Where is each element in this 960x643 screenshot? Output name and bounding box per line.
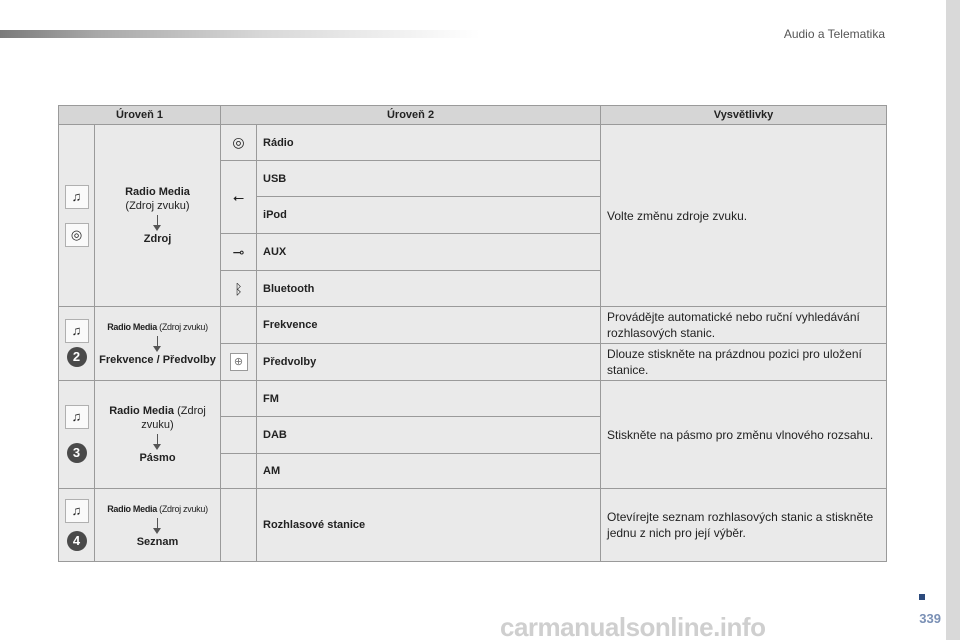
aux-icon-cell — [221, 234, 257, 271]
level2-frequency: Frekvence — [257, 307, 601, 344]
arrow-down-icon — [157, 336, 158, 350]
table-row — [59, 125, 887, 161]
menu-levels-table — [58, 105, 887, 562]
usb-icon-cell — [221, 161, 257, 234]
level1-target: Frekvence / Předvolby — [99, 354, 216, 366]
right-sidebar-strip — [946, 0, 960, 640]
arrow-down-icon — [157, 518, 158, 532]
explanation-source: Volte změnu zdroje zvuku. — [601, 125, 887, 307]
music-icon: ♫ — [65, 405, 89, 429]
preset-icon: ⊕ — [230, 353, 248, 371]
music-icon: ♫ — [65, 185, 89, 209]
step-badge: 3 — [67, 443, 87, 463]
level2-presets: Předvolby — [257, 344, 601, 381]
level1-subtitle: (Zdroj zvuku) — [159, 322, 208, 332]
column-header-level1: Úroveň 1 — [59, 106, 221, 125]
arrow-down-icon — [157, 215, 158, 229]
level1-target: Pásmo — [139, 452, 176, 464]
level2-am: AM — [257, 454, 601, 489]
level1-cell-group1 — [95, 125, 221, 307]
level1-subtitle: (Zdroj zvuku) — [141, 405, 206, 431]
column-header-level2: Úroveň 2 — [221, 106, 601, 125]
explanation-stations: Otevírejte seznam rozhlasových stanic a stiskněte jednu z nich pro její výběr. — [601, 489, 887, 562]
preset-icon-cell — [221, 344, 257, 381]
step-badge: 2 — [67, 347, 87, 367]
table-row — [59, 381, 887, 417]
table-row — [59, 307, 887, 344]
level2-ipod: iPod — [257, 197, 601, 234]
explanation-presets: Dlouze stiskněte na prázdnou pozici pro uložení stanice. — [601, 344, 887, 381]
level2-dab: DAB — [257, 417, 601, 454]
level1-target: Zdroj — [143, 233, 172, 245]
watermark-text: carmanualsonline.info — [500, 612, 766, 642]
side-icons-group2 — [59, 307, 95, 381]
radio-icon-cell — [221, 125, 257, 161]
level1-title: Radio Media — [125, 186, 190, 198]
arrow-down-icon — [157, 434, 158, 448]
radio-icon: ◎ — [65, 223, 89, 247]
level2-bluetooth: Bluetooth — [257, 271, 601, 307]
level2-stations: Rozhlasové stanice — [257, 489, 601, 562]
music-icon: ♫ — [65, 499, 89, 523]
music-icon: ♫ — [65, 319, 89, 343]
side-icons-group1 — [59, 125, 95, 307]
header-gradient-bar — [0, 30, 480, 38]
aux-icon: ⊸ — [232, 243, 245, 260]
level2-fm: FM — [257, 381, 601, 417]
page-number: 339 — [919, 611, 941, 626]
level2-aux: AUX — [257, 234, 601, 271]
empty-icon-cell — [221, 417, 257, 454]
level1-cell-group3 — [95, 381, 221, 489]
level1-subtitle: (Zdroj zvuku) — [125, 200, 190, 212]
table-header-row — [59, 106, 887, 125]
empty-icon-cell — [221, 454, 257, 489]
explanation-band: Stiskněte na pásmo pro změnu vlnového rozsahu. — [601, 381, 887, 489]
level1-title: Radio Media — [107, 503, 157, 514]
empty-icon-cell — [221, 381, 257, 417]
page-header-title: Audio a Telematika — [783, 27, 885, 41]
column-header-explanation: Vysvětlivky — [601, 106, 887, 125]
level1-title: Radio Media — [109, 405, 174, 417]
empty-icon-cell — [221, 307, 257, 344]
level1-cell-group4 — [95, 489, 221, 562]
level1-title: Radio Media — [107, 322, 157, 332]
explanation-frequency: Provádějte automatické nebo ruční vyhledávání rozhlasových stanic. — [601, 307, 887, 344]
bluetooth-icon: ᛒ — [234, 280, 243, 297]
step-badge: 4 — [67, 531, 87, 551]
empty-icon-cell — [221, 489, 257, 562]
table-row — [59, 489, 887, 562]
radio-icon: ◎ — [232, 134, 245, 150]
level1-target: Seznam — [136, 535, 179, 548]
bluetooth-icon-cell — [221, 271, 257, 307]
side-icons-group3 — [59, 381, 95, 489]
footer-marker — [919, 594, 925, 600]
level1-cell-group2 — [95, 307, 221, 381]
level1-subtitle: (Zdroj zvuku) — [159, 503, 208, 514]
level2-radio: Rádio — [257, 125, 601, 161]
usb-icon: ⭠ — [232, 188, 245, 205]
side-icons-group4 — [59, 489, 95, 562]
level2-usb: USB — [257, 161, 601, 197]
